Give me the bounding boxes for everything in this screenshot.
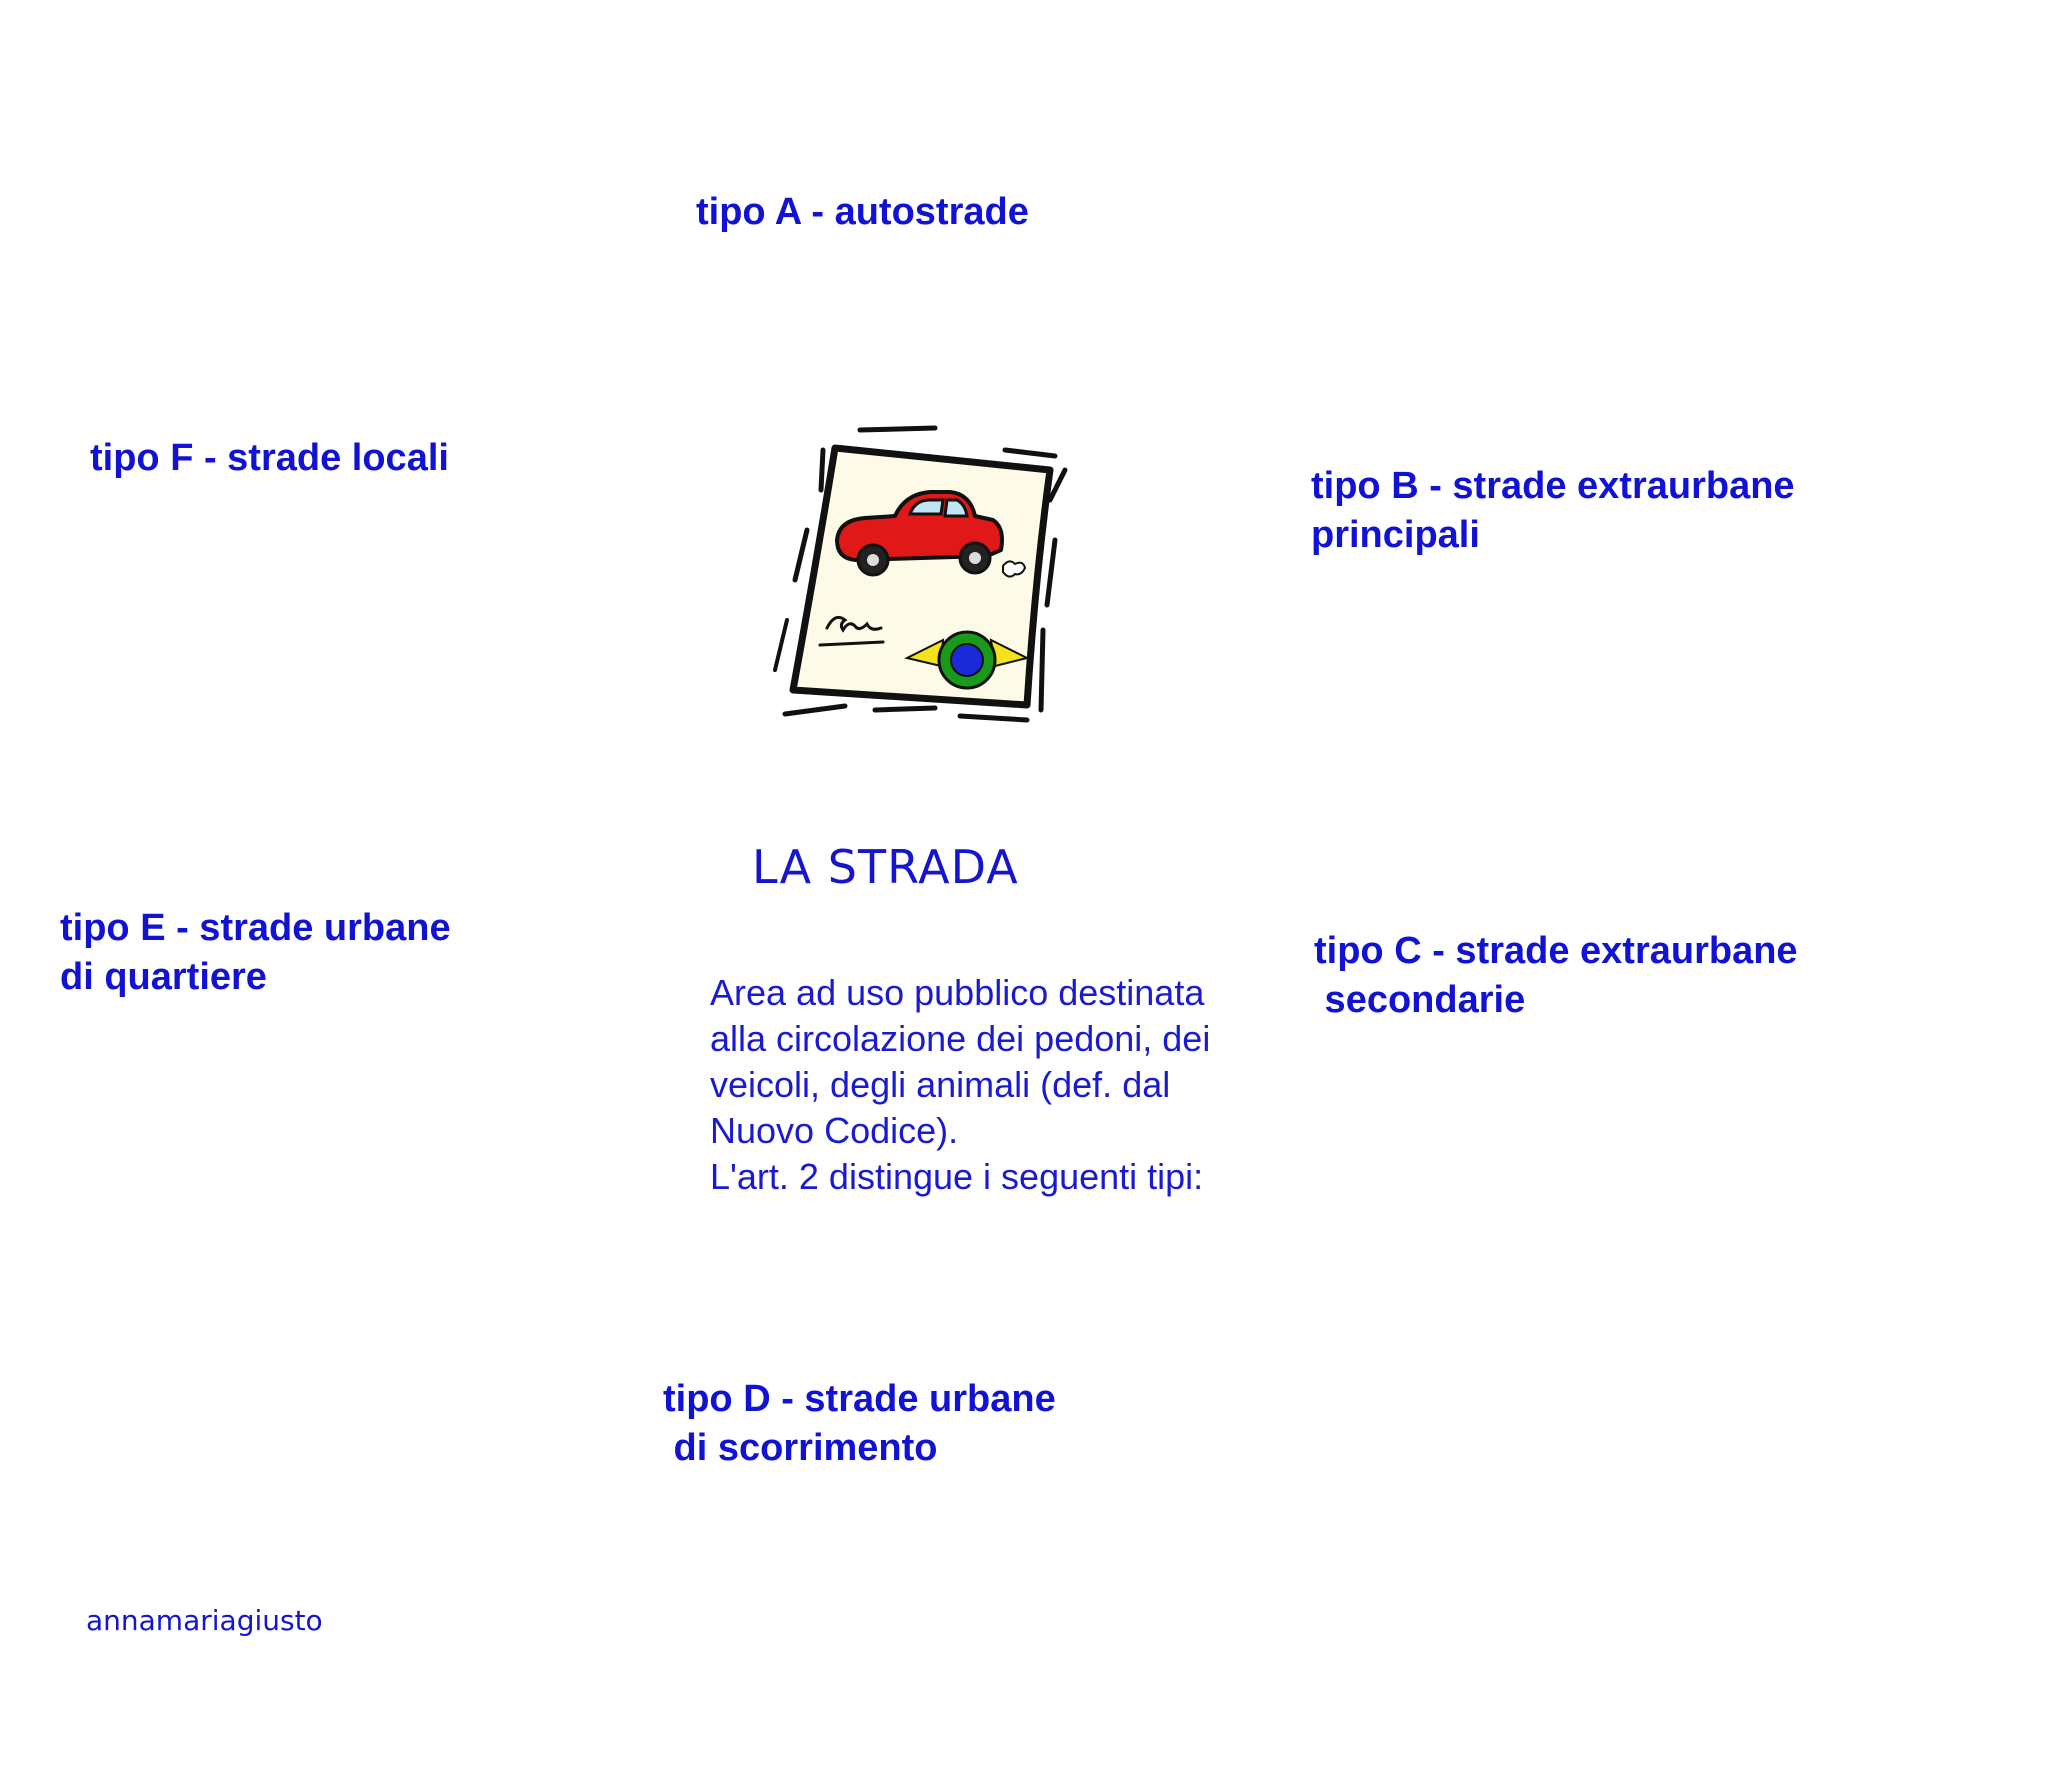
node-type-d: tipo D - strade urbane di scorrimento: [663, 1378, 1056, 1469]
node-type-c: tipo C - strade extraurbane secondarie: [1314, 930, 1798, 1021]
center-description: Area ad uso pubblico destinata alla circolazione dei pedoni, dei veicoli, degli animali (def. dal Nuovo Codice). L'art. 2 distingue i seguenti tipi:: [710, 972, 1211, 1197]
driving-license-document-icon: [765, 420, 1085, 730]
node-type-a: tipo A - autostrade: [696, 191, 1029, 233]
node-type-b: tipo B - strade extraurbane principali: [1311, 465, 1795, 556]
node-type-f: tipo F - strade locali: [90, 437, 449, 479]
author-credit: annamariagiusto: [86, 1604, 323, 1637]
center-title: LA STRADA: [752, 840, 1019, 894]
node-type-e: tipo E - strade urbane di quartiere: [60, 907, 451, 998]
